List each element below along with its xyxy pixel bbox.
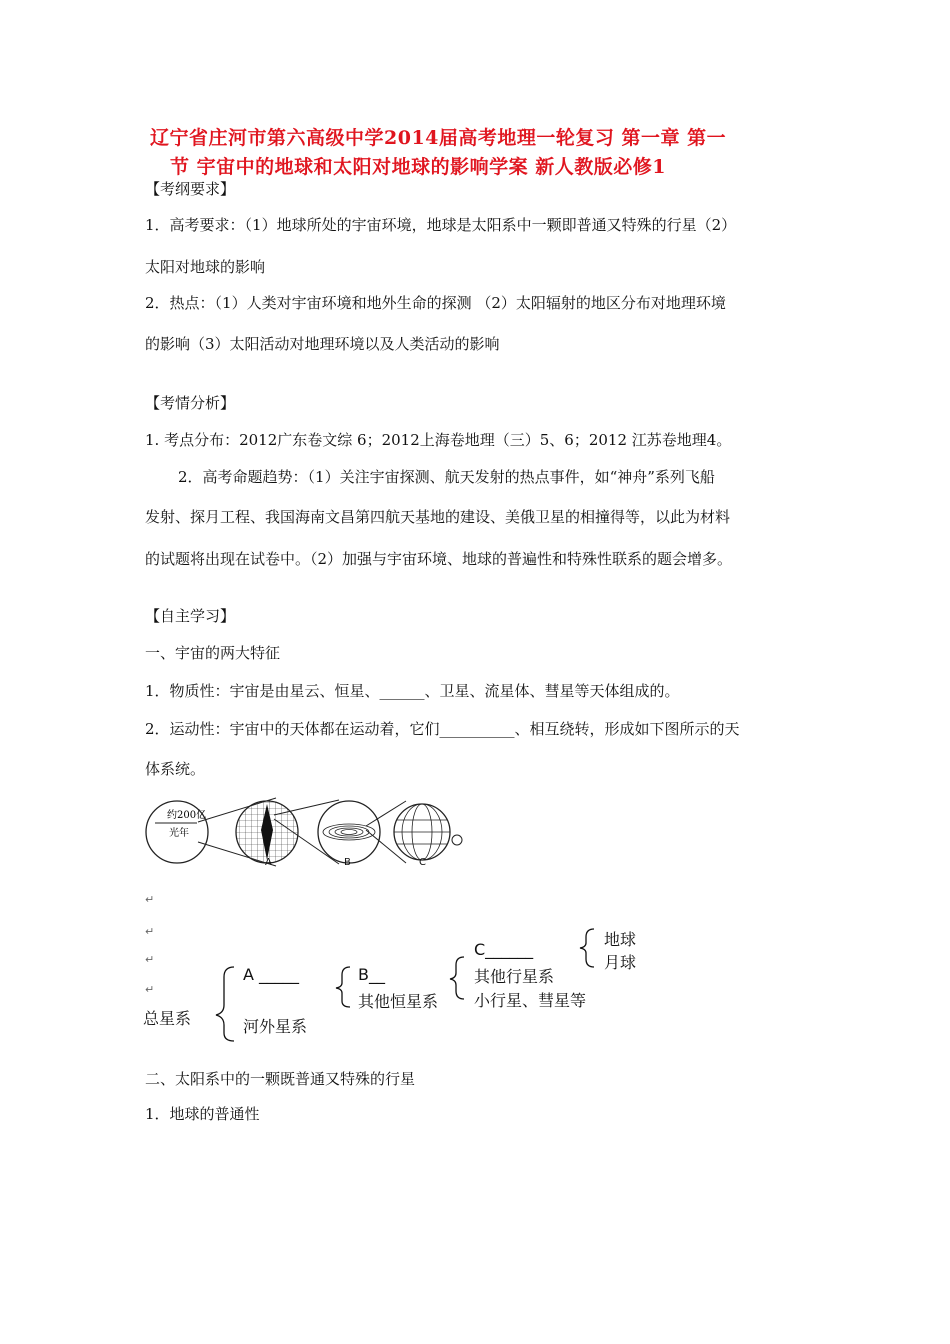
syllabus-item-2-line-1: 2．热点：（1）人类对宇宙环境和地外生命的探测 （2）太阳辐射的地区分布对地理环境: [145, 294, 726, 312]
analysis-item-1: 1. 考点分布：2012广东卷文综 6；2012上海卷地理（三）5、6；2012 江苏卷地理4。: [145, 431, 732, 449]
hierarchy-a: A _____: [243, 965, 300, 984]
analysis-heading: 【考情分析】: [145, 394, 236, 412]
figure-label-a: A: [265, 857, 272, 868]
hierarchy-outer-galaxies: 河外星系: [243, 1017, 308, 1036]
scale-label-line-1: 约200亿: [167, 810, 207, 821]
hierarchy-other-planets: 其他行星系: [474, 967, 555, 986]
figure-label-c: C: [419, 857, 426, 868]
self-study-heading: 【自主学习】: [145, 607, 236, 625]
hierarchy-earth: 地球: [604, 930, 637, 949]
earth-moon-brace: [580, 929, 594, 967]
analysis-item-2-line-1: 2．高考命题趋势：（1）关注宇宙探测、航天发射的热点事件，如“神舟”系列飞船: [178, 468, 715, 486]
earth-moon-circle-c: [394, 804, 450, 860]
solar-system-brace: [450, 957, 464, 999]
hierarchy-small-bodies: 小行星、彗星等: [474, 991, 587, 1010]
milky-way-brace: [336, 967, 350, 1007]
self-study-item-2-line-2: 体系统。: [145, 760, 206, 778]
paragraph-mark: ↵: [145, 983, 155, 996]
self-study-item-1: 1．物质性：宇宙是由星云、恒星、______、卫星、流星体、彗星等天体组成的。: [145, 682, 680, 700]
analysis-item-2-line-2: 发射、探月工程、我国海南文昌第四航天基地的建设、美俄卫星的相撞得等，以此为材料: [145, 508, 731, 526]
syllabus-item-1-line-1: 1．高考要求：（1）地球所处的宇宙环境，地球是太阳系中一颗即普通又特殊的行星（2）: [145, 216, 737, 234]
solar-system-circle-b: [318, 801, 380, 863]
root-brace: [216, 967, 234, 1041]
galaxy-circle-a: [236, 801, 298, 863]
hierarchy-moon: 月球: [604, 953, 637, 972]
self-study-section-1: 一、宇宙的两大特征: [145, 644, 281, 662]
self-study-item-2-line-1: 2．运动性：宇宙中的天体都在运动着，它们__________、相互绕转，形成如下图所示的天: [145, 720, 740, 738]
self-study-section-2: 二、太阳系中的一颗既普通又特殊的行星: [145, 1070, 416, 1088]
syllabus-heading: 【考纲要求】: [145, 180, 236, 198]
syllabus-item-2-line-2: 的影响（3）太阳活动对地理环境以及人类活动的影响: [145, 335, 500, 353]
syllabus-item-1-line-2: 太阳对地球的影响: [145, 258, 266, 276]
paragraph-mark: ↵: [145, 953, 155, 966]
title-line-2: 节 宇宙中的地球和太阳对地球的影响学案 新人教版必修1: [170, 156, 666, 178]
hierarchy-root: 总星系: [143, 1009, 192, 1028]
paragraph-mark: ↵: [145, 893, 155, 906]
figure-label-b: B: [344, 857, 351, 868]
moon-circle: [452, 835, 462, 845]
hierarchy-c: C______: [474, 940, 534, 959]
scale-label-line-2: 光年: [169, 828, 189, 839]
paragraph-mark: ↵: [145, 925, 155, 938]
hierarchy-b: B__: [358, 965, 385, 984]
self-study-item-3: 1．地球的普通性: [145, 1105, 260, 1123]
title-line-1: 辽宁省庄河市第六高级中学2014届高考地理一轮复习 第一章 第一: [150, 127, 727, 149]
analysis-item-2-line-3: 的试题将出现在试卷中。（2）加强与宇宙环境、地球的普遍性和特殊性联系的题会增多。: [145, 550, 733, 568]
hierarchy-braces: [140, 925, 660, 1045]
hierarchy-other-stars: 其他恒星系: [358, 992, 439, 1011]
